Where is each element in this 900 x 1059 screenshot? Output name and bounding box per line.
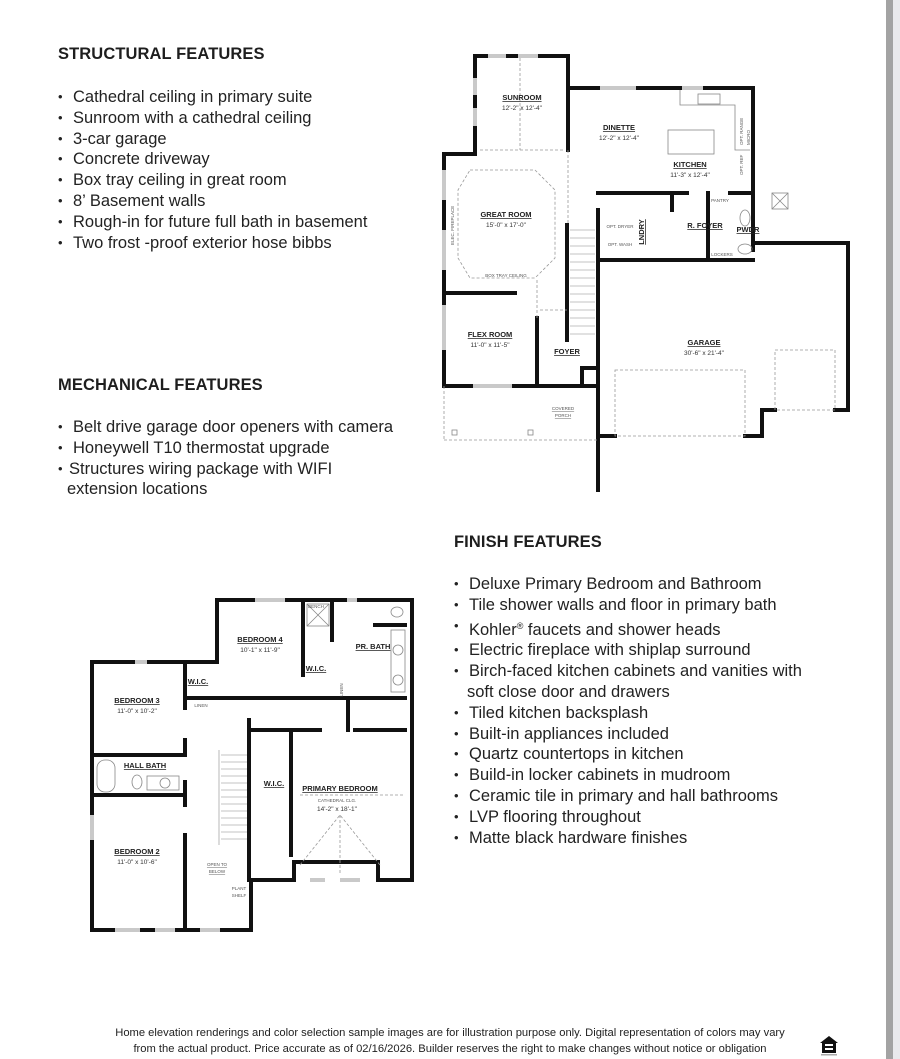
wic-label-2: W.I.C. — [305, 664, 327, 673]
list-item: • Build-in locker cabinets in mudroom — [454, 765, 854, 786]
list-item: • 8’ Basement walls — [58, 191, 428, 212]
covered-porch-note: COVERED — [551, 406, 575, 411]
scrollbar-thumb[interactable] — [886, 0, 893, 1059]
wic-label-3: W.I.C. — [263, 779, 285, 788]
list-item: • Concrete driveway — [58, 149, 428, 170]
list-item: • Deluxe Primary Bedroom and Bathroom — [454, 574, 854, 595]
list-item: • Matte black hardware finishes — [454, 828, 854, 849]
finish-features-list — [454, 574, 854, 848]
linen-note-2: LINEN — [339, 683, 344, 697]
list-item: • Rough-in for future full bath in basement — [58, 212, 428, 233]
fireplace-note: ELEC. FIREPLACE — [450, 205, 455, 245]
laundry-label: LNDRY — [637, 219, 646, 245]
list-item: • Box tray ceiling in great room — [58, 170, 428, 191]
garage-label: GARAGE — [687, 338, 721, 347]
list-item: • Quartz countertops in kitchen — [454, 744, 854, 765]
garage-dim: 30'-6" x 21'-4" — [684, 350, 724, 357]
list-item — [454, 661, 854, 703]
disclaimer-line-1: Home elevation renderings and color selection sample images are for illustration purpose only. Digital representation of colors may vary — [115, 1027, 785, 1039]
list-item-continuation: soft close door and drawers — [467, 682, 670, 701]
bedroom4-dim: 10'-1" x 11'-9" — [240, 647, 280, 654]
mechanical-features-list — [58, 417, 428, 500]
equal-housing-opportunity-icon — [818, 1034, 840, 1056]
hall-bath-label: HALL BATH — [123, 761, 167, 770]
primary-bedroom-dim: 14'-2" x 18'-1" — [317, 806, 357, 813]
kitchen-dim: 11'-3" x 12'-4" — [670, 172, 710, 179]
micro-note: MICRO — [746, 130, 751, 145]
list-item: • Built-in appliances included — [454, 724, 854, 745]
kitchen-label: KITCHEN — [673, 160, 707, 169]
disclaimer-footer — [95, 1026, 805, 1057]
covered-porch-note-2: PORCH — [554, 413, 572, 418]
opt-wash-note: OPT. WASH — [607, 242, 633, 247]
lockers-note: LOCKERS — [711, 252, 733, 257]
flex-room-label: FLEX ROOM — [467, 330, 513, 339]
opt-ref-note: OPT. REF — [739, 154, 744, 175]
bedroom2-label: BEDROOM 2 — [114, 847, 160, 856]
foyer-label: FOYER — [554, 347, 580, 356]
item-text: faucets and shower heads — [523, 620, 721, 639]
list-item — [454, 616, 854, 641]
list-item: • 3-car garage — [58, 129, 428, 150]
primary-bedroom-label: PRIMARY BEDROOM — [302, 784, 378, 793]
list-item: • Tiled kitchen backsplash — [454, 703, 854, 724]
plant-shelf-note: PLANT — [231, 886, 247, 891]
mechanical-features-section — [58, 376, 428, 500]
opt-range-note: OPT. RANGE — [739, 117, 744, 145]
bedroom2-dim: 11'-0" x 10'-6" — [117, 859, 157, 866]
mechanical-features-heading: MECHANICAL FEATURES — [58, 376, 263, 394]
list-item: • LVP flooring throughout — [454, 807, 854, 828]
pr-bath-label: PR. BATH — [355, 642, 391, 651]
list-item — [58, 459, 428, 501]
powder-label: PWDR — [736, 225, 760, 234]
linen-note: LINEN — [194, 703, 208, 708]
plant-shelf-note-2: SHELF — [231, 893, 247, 898]
bedroom3-dim: 11'-0" x 10'-2" — [117, 708, 157, 715]
primary-bedroom-sub: CATHEDRAL CLG. — [317, 798, 357, 803]
great-room-label: GREAT ROOM — [480, 210, 532, 219]
structural-features-heading: STRUCTURAL FEATURES — [58, 45, 265, 63]
wic-label-1: W.I.C. — [187, 677, 209, 686]
finish-features-section — [454, 533, 854, 848]
list-item: • Electric fireplace with shiplap surround — [454, 640, 854, 661]
open-below-note-2: BELOW — [208, 869, 226, 874]
structural-features-list — [58, 87, 428, 253]
list-item: • Tile shower walls and floor in primary bath — [454, 595, 854, 616]
list-item: • Belt drive garage door openers with camera — [58, 417, 428, 438]
list-item: • Sunroom with a cathedral ceiling — [58, 108, 428, 129]
list-item-line: Structures wiring package with WIFI — [69, 459, 333, 478]
r-foyer-label: R. FOYER — [687, 221, 723, 230]
bench-note: BENCH — [308, 604, 324, 609]
dinette-dim: 12'-2" x 12'-4" — [599, 135, 639, 142]
list-item: • Two frost -proof exterior hose bibbs — [58, 233, 428, 254]
disclaimer-line-2: from the actual product. Price accurate as of 02/16/2026. Builder reserves the right to make changes without notice or obligation — [133, 1042, 767, 1055]
opt-dryer-note: OPT. DRYER — [606, 224, 634, 229]
registered-mark: ® — [516, 620, 524, 631]
brand-text: Kohler — [469, 620, 517, 639]
list-item: • Honeywell T10 thermostat upgrade — [58, 438, 428, 459]
box-tray-note: BOX TRAY CEILING — [485, 273, 527, 278]
pantry-note: PANTRY — [711, 198, 729, 203]
finish-features-heading: FINISH FEATURES — [454, 533, 602, 551]
list-item-line: Birch-faced kitchen cabinets and vanities with — [469, 662, 802, 681]
dinette-label: DINETTE — [602, 123, 636, 132]
upper-floor-plan — [85, 590, 420, 898]
flex-room-dim: 11'-0" x 11'-5" — [470, 342, 510, 349]
sunroom-label: SUNROOM — [502, 93, 542, 102]
list-item: • Cathedral ceiling in primary suite — [58, 87, 428, 108]
sunroom-dim: 12'-2" x 12'-4" — [502, 105, 542, 112]
bedroom3-label: BEDROOM 3 — [114, 696, 160, 705]
structural-features-section — [58, 45, 428, 253]
main-floor-plan — [440, 50, 860, 445]
bedroom4-label: BEDROOM 4 — [237, 635, 283, 644]
open-below-note: OPEN TO — [206, 862, 228, 867]
list-item: • Ceramic tile in primary and hall bathrooms — [454, 786, 854, 807]
list-item-continuation: extension locations — [67, 480, 208, 499]
great-room-dim: 15'-0" x 17'-0" — [486, 222, 526, 229]
